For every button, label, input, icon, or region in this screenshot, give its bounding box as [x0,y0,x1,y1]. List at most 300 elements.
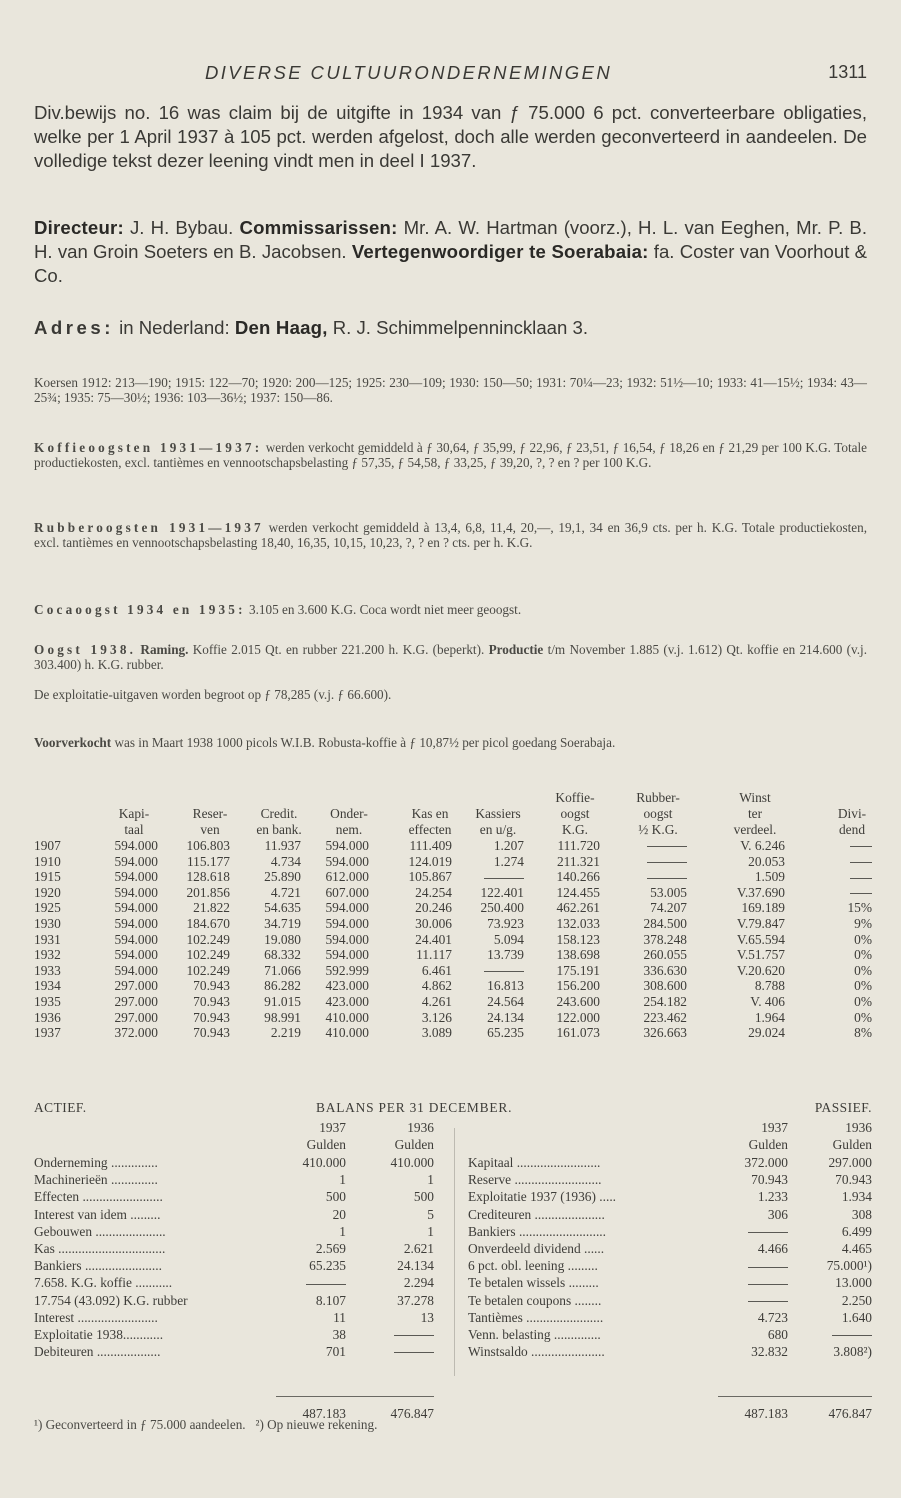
table-cell: 8% [854,1025,872,1041]
balance-value [394,1343,434,1360]
balance-row [468,1206,872,1223]
table-cell: 124.019 [408,853,452,869]
balance-row [468,1188,872,1205]
directeur-label: Directeur: [34,217,124,238]
table-cell: 594.000 [325,931,369,947]
stats-col-header: Koffie- oogst K.G. [555,790,595,837]
table-cell: 4.261 [421,993,452,1009]
table-cell: 594.000 [325,900,369,916]
oogst-raming: Raming. [136,642,189,657]
stats-col-header: Onder- nem. [330,806,368,837]
balance-year-heading: 1937 Gulden [306,1120,346,1152]
rubber-label: Rubberoogsten 1931—1937 [34,520,264,535]
balance-year-heading: 1936 Gulden [832,1120,872,1152]
table-cell: 106.803 [186,838,230,853]
balance-row [34,1292,438,1309]
table-cell: 4.721 [270,884,301,900]
table-cell: 3.126 [421,1009,452,1025]
balance-value: 372.000 [744,1155,788,1170]
table-cell: 423.000 [325,978,369,994]
total-rule [718,1396,872,1397]
balance-value: 4.465 [841,1240,872,1256]
balance-row [34,1326,438,1343]
table-cell: 594.000 [114,962,158,978]
dash-mark [748,1284,788,1285]
balance-label: Exploitatie 1938............ [34,1326,164,1342]
table-cell: 1.509 [754,869,785,885]
table-cell: 594.000 [325,947,369,963]
balance-value: 6.499 [841,1223,872,1239]
dash-mark [748,1301,788,1302]
adres-text-2: R. J. Schimmelpennincklaan 3. [327,317,589,338]
dash-mark [850,862,872,863]
table-cell: 297.000 [114,978,158,994]
table-cell: 54.635 [264,900,301,916]
rubber-text: werden verkocht gemiddeld à 13,4, 6,8, 11,4, 20,—, 19,1, 34 en 36,9 cts. per h. K.G. Totale productiekosten, excl. tantièmes en vennootschapsbelasting 18,40, 16,35, 10,15, 10,23, ?, ? en ? cts. per h. K.G. [34,520,867,551]
actief-side [34,1120,438,1421]
table-cell: 53.005 [650,884,687,900]
table-cell: 6.461 [421,962,452,978]
balance-value: 8.107 [315,1292,346,1308]
stats-col-header: Kapi- taal [118,806,150,837]
table-cell: 74.207 [650,900,687,916]
dash-mark [647,878,687,879]
table-cell: 594.000 [114,900,158,916]
passief-side [468,1120,872,1421]
table-row [34,1010,872,1026]
oogst-text-2: t/m November 1.885 (v.j. 1.612) Qt. koffie en 214.600 (v.j. 303.400) h. K.G. rubber. [34,642,868,673]
table-cell: 372.000 [114,1025,158,1041]
balance-row [34,1274,438,1291]
vertegenwoordiger-text: fa. Coster van Voorhout & Co. [34,241,868,287]
row-year: 1932 [34,947,61,963]
table-cell: 86.282 [264,978,301,994]
balance-label: Tantièmes ....................... [468,1309,604,1325]
table-cell [850,869,872,885]
cacao-label: Cocaoogst 1934 en 1935: [34,602,246,617]
koersen-note: Koersen 1912: 213—190; 1915: 122—70; 1920: 200—125; 1925: 230—109; 1930: 150—50; 1931: 70¼—23; 1932: 51½—10; 1933: 41—15½; 1934: 43—25¾; 1935: 75—30½; 1936: 103—36½; 1937: 150—86. [34,375,867,406]
table-cell: V. 6.246 [740,838,785,853]
table-cell: 612.000 [325,869,369,885]
dash-mark [647,846,687,847]
table-cell: 308.600 [643,978,687,994]
table-cell: 98.991 [264,1009,301,1025]
dash-mark [748,1267,788,1268]
balance-year-heading: 1936 Gulden [394,1120,434,1152]
table-cell: 91.015 [264,993,301,1009]
stats-col-header: Kas en effecten [408,806,452,837]
table-cell: V.51.757 [736,947,785,963]
table-cell: 24.564 [487,993,524,1009]
table-cell: 20.246 [415,900,452,916]
table-cell: 3.089 [421,1025,452,1041]
row-year: 1936 [34,1009,61,1025]
table-cell: 592.999 [325,962,369,978]
table-cell: 70.943 [193,993,230,1009]
koffie-text: werden verkocht gemiddeld à ƒ 30,64, ƒ 35,99, ƒ 22,96, ƒ 23,51, ƒ 16,54, ƒ 18,26 en ƒ 21,29 per 100 K.G. Totale productiekosten, excl. tantièmes en vennootschapsbelasting ƒ 57,35, ƒ 54,58, ƒ 33,25, ƒ 39,20, ?, ? en ? per 100 K.G. [34,440,867,471]
exploitatie-note: De exploitatie-uitgaven worden begroot op ƒ 78,285 (v.j. ƒ 66.600). [34,687,392,702]
balance-value: 1.233 [757,1189,788,1205]
table-cell: 29.024 [748,1025,785,1041]
table-cell: 410.000 [325,1009,369,1025]
table-cell: 4.862 [421,978,452,994]
rubber-note [34,520,867,551]
row-year: 1907 [34,838,61,853]
table-cell [647,854,687,870]
balance-label: Effecten ........................ [34,1189,163,1205]
oogst-text: Koffie 2.015 Qt. en rubber 221.200 h. K.G. (beperkt). [188,642,489,657]
table-cell: 19.080 [264,931,301,947]
table-cell: 243.600 [556,993,600,1009]
balance-value: 20 [332,1206,346,1222]
table-cell: 211.321 [556,853,600,869]
balance-value: 13.000 [835,1275,872,1291]
balance-row [34,1206,438,1223]
table-row [34,947,872,963]
balance-label: Crediteuren ..................... [468,1206,605,1222]
balance-row [34,1257,438,1274]
balance-value: 308 [851,1206,872,1222]
balance-label: Machinerieën .............. [34,1172,158,1188]
oogst-productie: Productie [488,642,544,657]
balance-value: 37.278 [397,1292,434,1308]
balance-year-heading: 1937 Gulden [748,1120,788,1152]
table-cell [484,963,524,979]
balance-label: Onverdeeld dividend ...... [468,1240,605,1256]
management-paragraph [34,216,867,289]
balance-label: Kapitaal ......................... [468,1155,601,1170]
row-year: 1931 [34,931,61,947]
balance-value [832,1326,872,1343]
dash-mark [850,878,872,879]
balance-sheet [34,1100,872,1421]
stats-col-header: Rubber- oogst ½ K.G. [636,790,680,837]
adres-city: Den Haag, [234,317,328,338]
dash-mark [647,862,687,863]
dash-mark [484,878,524,879]
balance-label: Te betalen coupons ........ [468,1292,602,1308]
table-cell: 15% [847,900,872,916]
balance-row [34,1343,438,1360]
table-row [34,1025,872,1041]
table-cell: 594.000 [114,915,158,931]
table-row [34,869,872,885]
table-cell: 594.000 [114,853,158,869]
balance-row [468,1292,872,1309]
balance-value: 11 [333,1309,346,1325]
balance-value [748,1257,788,1274]
table-cell: 24.254 [415,884,452,900]
table-cell: 111.409 [409,838,452,853]
table-cell: 175.191 [556,962,600,978]
table-cell: 122.401 [480,884,524,900]
balance-value [394,1326,434,1343]
row-year: 1934 [34,978,61,994]
table-cell: 462.261 [556,900,600,916]
table-cell: 124.455 [556,884,600,900]
balance-value: 4.723 [757,1309,788,1325]
table-cell: 284.500 [643,915,687,931]
table-cell: V.65.594 [736,931,785,947]
balance-row [468,1326,872,1343]
balance-label: Te betalen wissels ......... [468,1275,599,1291]
table-cell: 70.943 [193,1025,230,1041]
stats-col-header: Divi- dend [837,806,867,837]
oogst-note [34,642,867,673]
table-cell: 0% [854,962,872,978]
table-cell: 132.033 [556,915,600,931]
table-row [34,854,872,870]
table-cell: 122.000 [556,1009,600,1025]
row-year: 1925 [34,900,61,916]
balance-row [468,1171,872,1188]
balance-title-row [34,1100,872,1120]
table-cell: V.37.690 [736,884,785,900]
table-cell: 223.462 [643,1009,687,1025]
directeur-text: J. H. Bybau. [123,217,240,238]
row-year: 1937 [34,1025,61,1041]
balance-label: Exploitatie 1937 (1936) ..... [468,1189,617,1205]
table-cell: 73.923 [487,915,524,931]
balance-total: 476.847 [390,1406,434,1421]
dash-mark [832,1335,872,1336]
balance-value: 500 [413,1189,434,1205]
table-cell [850,885,872,901]
table-cell: 158.123 [556,931,600,947]
balance-title: BALANS PER 31 DECEMBER. [316,1100,513,1115]
balance-label: Debiteuren ................... [34,1344,161,1360]
row-year: 1915 [34,869,61,885]
row-year: 1910 [34,853,61,869]
table-cell: 254.182 [643,993,687,1009]
balance-value: 1.640 [841,1309,872,1325]
balance-value: 2.294 [403,1275,434,1291]
table-cell: 5.094 [493,931,524,947]
table-cell: 161.073 [556,1025,600,1041]
table-cell: 250.400 [480,900,524,916]
table-cell: 13.739 [487,947,524,963]
balance-label: Interest van idem ......... [34,1206,161,1222]
table-cell: 260.055 [643,947,687,963]
balance-row [468,1343,872,1360]
balance-label: 6 pct. obl. leening ......... [468,1258,598,1274]
balance-row [468,1257,872,1274]
table-cell: 105.867 [408,869,452,885]
table-cell: 30.006 [415,915,452,931]
balance-value: 2.569 [315,1240,346,1256]
dash-mark [394,1352,434,1353]
table-cell: 594.000 [325,853,369,869]
voorverkocht-note [34,735,867,750]
dash-mark [850,846,872,847]
balance-label: Reserve .......................... [468,1172,602,1188]
balance-value: 1 [427,1172,434,1188]
table-cell: 410.000 [325,1025,369,1041]
table-cell: 594.000 [114,869,158,885]
balance-value: 13 [420,1309,434,1325]
table-cell: 102.249 [186,962,230,978]
balance-total: 476.847 [828,1406,872,1421]
table-cell: 297.000 [114,993,158,1009]
table-cell: 594.000 [114,884,158,900]
table-cell: V.20.620 [736,962,785,978]
footnote-1-text: Geconverteerd in ƒ 75.000 aandeelen. [42,1417,246,1432]
total-rule [276,1396,434,1397]
table-cell: 25.890 [264,869,301,885]
balance-label: Kas ................................ [34,1240,166,1256]
running-title: DIVERSE CULTUURONDERNEMINGEN [205,62,613,83]
table-cell: 4.734 [270,853,301,869]
table-row [34,932,872,948]
table-cell: 0% [854,947,872,963]
balance-value: 38 [332,1326,346,1342]
balance-row [34,1171,438,1188]
balance-row [34,1309,438,1326]
table-cell: 0% [854,1009,872,1025]
table-row [34,916,872,932]
balance-row [468,1274,872,1291]
table-cell: 594.000 [325,838,369,853]
table-row [34,994,872,1010]
balance-value: 5 [427,1206,434,1222]
balance-value: 3.808²) [833,1344,872,1360]
table-row [34,978,872,994]
balance-value: 32.832 [751,1344,788,1360]
balance-label: Gebouwen ..................... [34,1223,166,1239]
balance-value: 410.000 [390,1155,434,1170]
koffie-note [34,440,867,471]
table-cell: 594.000 [114,947,158,963]
table-cell: 68.332 [264,947,301,963]
table-cell: 169.189 [741,900,785,916]
table-cell: 140.266 [556,869,600,885]
balance-value: 70.943 [751,1172,788,1188]
balance-value: 701 [325,1344,346,1360]
balance-label: Bankiers ....................... [34,1258,162,1274]
table-cell: 1.274 [493,853,524,869]
dash-mark [394,1335,434,1336]
page-number: 1311 [828,62,867,82]
cacao-text: 3.105 en 3.600 K.G. Coca wordt niet meer geoogst. [245,602,522,617]
table-cell: 326.663 [643,1025,687,1041]
table-cell: 24.134 [487,1009,524,1025]
table-cell: 1.207 [493,838,524,853]
balance-value: 500 [325,1189,346,1205]
table-cell: 607.000 [325,884,369,900]
dash-mark [484,971,524,972]
table-cell: 594.000 [325,915,369,931]
voorverkocht-text: was in Maart 1938 1000 picols W.I.B. Robusta-koffie à ƒ 10,87½ per picol goedang Soerabaja. [111,735,616,750]
row-year: 1933 [34,962,61,978]
table-cell: 594.000 [114,838,158,853]
balance-value: 24.134 [397,1258,434,1274]
oogst-label: Oogst 1938. [34,642,137,657]
balance-value: 306 [767,1206,788,1222]
stats-col-header: Reser- ven [192,806,228,837]
balance-value [748,1292,788,1309]
table-cell: 11.937 [264,838,301,853]
table-cell: 20.053 [748,853,785,869]
table-cell: 378.248 [643,931,687,947]
table-cell: 9% [854,915,872,931]
balance-row [468,1154,872,1171]
table-row [34,900,872,916]
table-cell: 71.066 [264,962,301,978]
running-header [0,62,901,86]
statistics-table-header [34,780,872,838]
footnote-2-mark: ²) [255,1417,264,1432]
table-cell [647,838,687,854]
table-cell: 0% [854,993,872,1009]
voorverkocht-label: Voorverkocht [34,735,112,750]
balance-column-header [468,1120,872,1154]
balance-value: 297.000 [828,1155,872,1170]
balance-value: 1 [339,1223,346,1239]
stats-col-header: Kassiers en u/g. [475,806,521,837]
dash-mark [306,1284,346,1285]
table-cell: 65.235 [487,1025,524,1041]
table-cell: 0% [854,978,872,994]
balance-total: 487.183 [302,1406,346,1421]
table-cell: 594.000 [114,931,158,947]
table-cell: 423.000 [325,993,369,1009]
table-cell: 156.200 [556,978,600,994]
footnote-2-text: Op nieuwe rekening. [263,1417,378,1432]
table-row [34,838,872,854]
balance-divider [454,1128,455,1376]
table-cell: 336.630 [643,962,687,978]
balance-label: Interest ........................ [34,1309,158,1325]
footnote-1-mark: ¹) [34,1417,43,1432]
table-cell: 184.670 [186,915,230,931]
statistics-table-body [34,838,872,1041]
balance-row [468,1309,872,1326]
table-cell: 138.698 [556,947,600,963]
balance-label: 17.754 (43.092) K.G. rubber [34,1292,188,1308]
table-cell: 201.856 [186,884,230,900]
balance-label: Venn. belasting .............. [468,1326,601,1342]
balance-row [468,1240,872,1257]
balance-row [34,1154,438,1171]
balance-value: 1 [339,1172,346,1188]
table-cell: 34.719 [264,915,301,931]
balance-value [748,1274,788,1291]
table-cell: 102.249 [186,931,230,947]
adres-text-1: in Nederland: [113,317,235,338]
row-year: 1920 [34,884,61,900]
commissarissen-text: Mr. A. W. Hartman (voorz.), H. L. van Eeghen, Mr. P. B. H. van Groin Soeters en B. Jacobsen. [34,217,868,263]
balance-row [34,1188,438,1205]
balance-row [468,1223,872,1240]
table-cell: 1.964 [754,1009,785,1025]
balance-value [748,1223,788,1240]
balance-column-header [34,1120,438,1154]
table-cell: 11.117 [416,947,452,963]
table-cell: 70.943 [193,978,230,994]
table-cell: 111.720 [557,838,600,853]
balance-label: Onderneming .............. [34,1155,158,1170]
commissarissen-label: Commissarissen: [239,217,398,238]
table-cell: 297.000 [114,1009,158,1025]
balance-label: Winstsaldo ...................... [468,1344,605,1360]
balance-value: 75.000¹) [826,1258,872,1274]
balance-value: 2.250 [841,1292,872,1308]
balance-value: 70.943 [835,1172,872,1188]
table-cell: 8.788 [754,978,785,994]
table-cell: V.79.847 [736,915,785,931]
table-cell: 70.943 [193,1009,230,1025]
balance-value: 1 [427,1223,434,1239]
